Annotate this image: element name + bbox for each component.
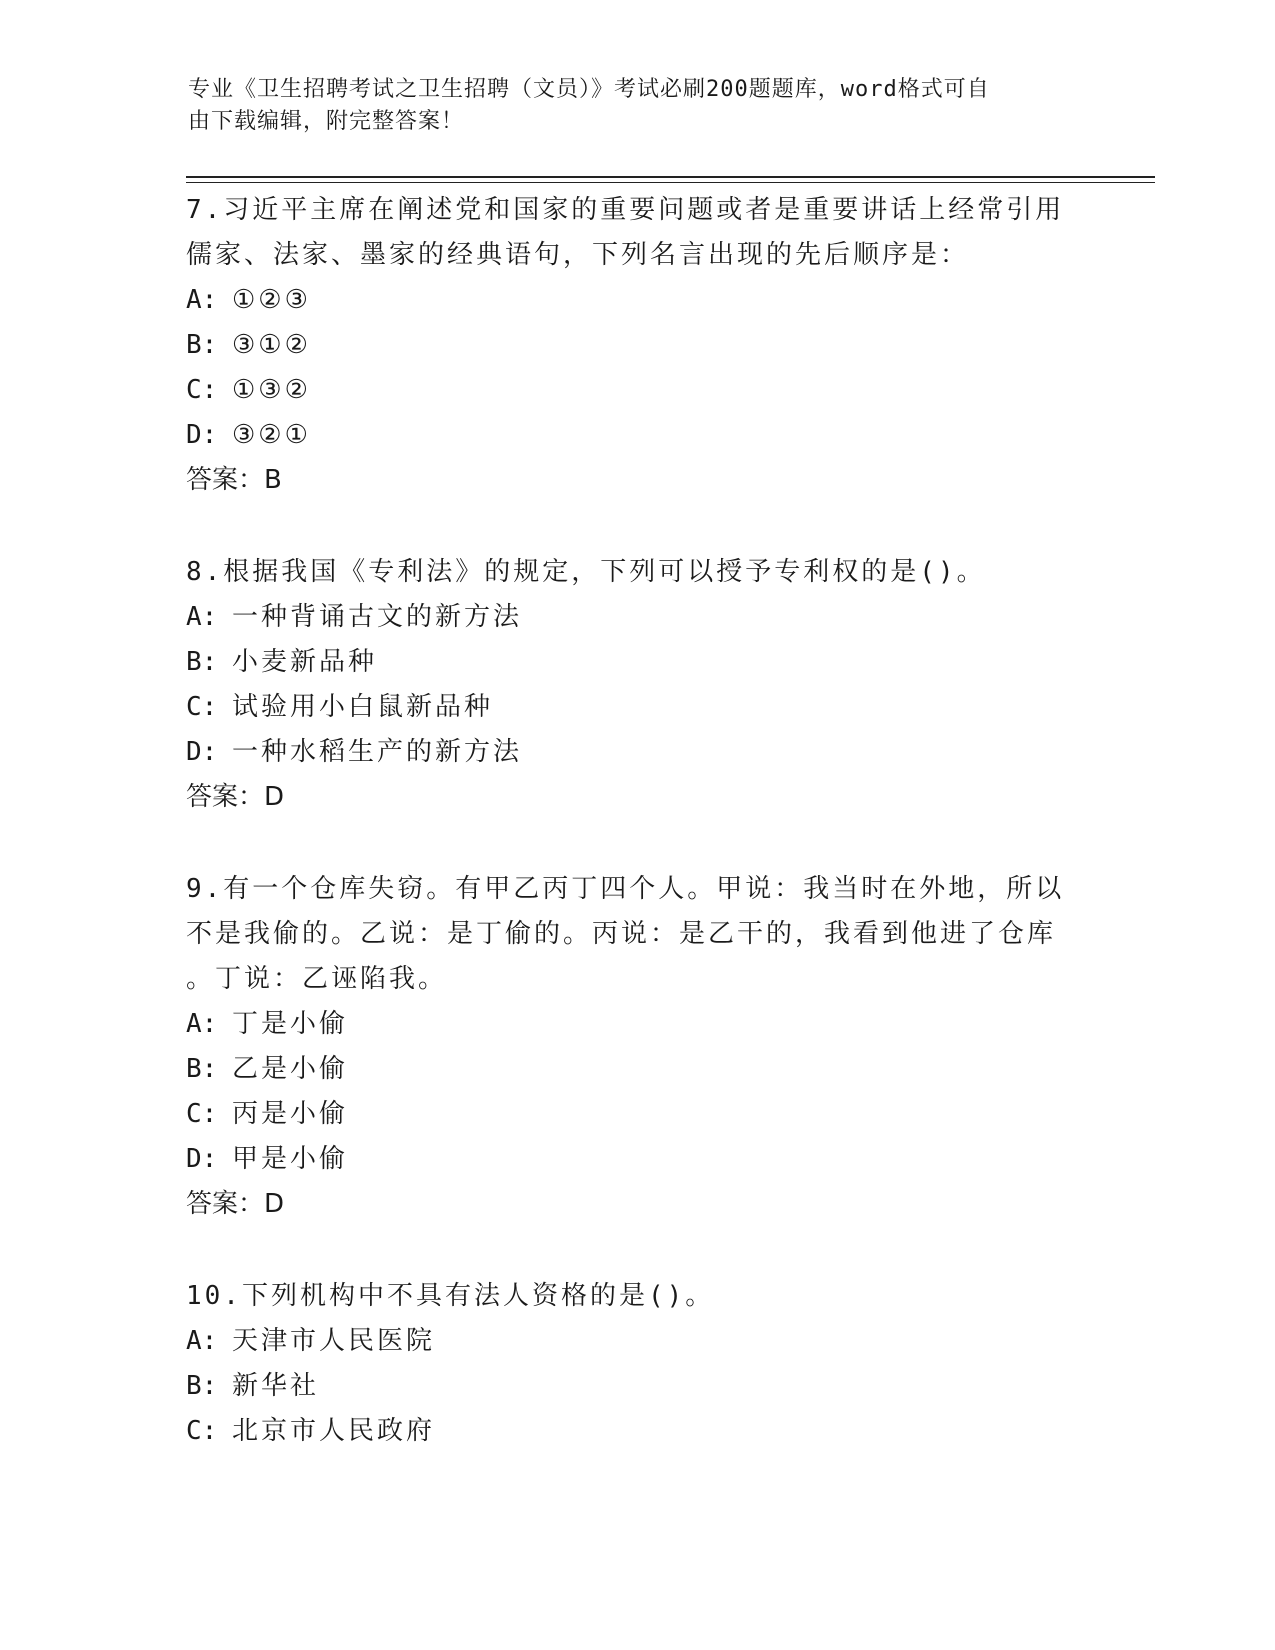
option-letter: B: xyxy=(186,647,218,677)
option-letter: C: xyxy=(186,375,218,405)
option-text: ③②① xyxy=(232,420,311,450)
header-line-2: 由下载编辑，附完整答案！ xyxy=(188,109,465,134)
answer-option xyxy=(186,413,1066,458)
option-text: ③①② xyxy=(232,330,311,360)
answer-option xyxy=(186,368,1066,413)
option-letter: D: xyxy=(186,737,218,767)
answer-option xyxy=(186,323,1066,368)
option-letter: C: xyxy=(186,1099,218,1129)
question-stem-line: 不是我偷的。乙说：是丁偷的。丙说：是乙干的，我看到他进了仓库 xyxy=(186,919,1057,949)
question-block xyxy=(186,867,1066,1227)
option-text: 天津市人民医院 xyxy=(232,1326,436,1356)
answer-option xyxy=(186,1047,1066,1092)
question-stem-line: 7.习近平主席在阐述党和国家的重要问题或者是重要讲话上经常引用 xyxy=(186,195,1065,225)
question-stem-line: 8.根据我国《专利法》的规定，下列可以授予专利权的是()。 xyxy=(186,557,986,587)
option-text: 乙是小偷 xyxy=(232,1054,349,1084)
option-letter: A: xyxy=(186,1326,218,1356)
question-stem-line: 10.下列机构中不具有法人资格的是()。 xyxy=(186,1281,715,1311)
question-stem-line: 儒家、法家、墨家的经典语句，下列名言出现的先后顺序是： xyxy=(186,240,970,270)
question-stem-line: 9.有一个仓库失窃。有甲乙丙丁四个人。甲说：我当时在外地，所以 xyxy=(186,874,1065,904)
question-list xyxy=(186,188,1066,1501)
question-stem-line: 。丁说：乙诬陷我。 xyxy=(186,964,448,994)
header-divider-thin xyxy=(186,182,1155,183)
answer-option xyxy=(186,1364,1066,1409)
header-line-1: 专业《卫生招聘考试之卫生招聘（文员）》考试必刷200题题库，word格式可自 xyxy=(188,77,990,102)
option-letter: A: xyxy=(186,285,218,315)
option-text: 一种水稻生产的新方法 xyxy=(232,737,523,767)
option-letter: D: xyxy=(186,1144,218,1174)
answer-option xyxy=(186,595,1066,640)
option-letter: B: xyxy=(186,1054,218,1084)
option-text: 甲是小偷 xyxy=(232,1144,349,1174)
option-text: ①②③ xyxy=(232,285,311,315)
option-text: 一种背诵古文的新方法 xyxy=(232,602,523,632)
option-letter: C: xyxy=(186,1416,218,1446)
answer-option xyxy=(186,1319,1066,1364)
option-text: 北京市人民政府 xyxy=(232,1416,436,1446)
answer-option xyxy=(186,685,1066,730)
answer-option xyxy=(186,1002,1066,1047)
option-text: 新华社 xyxy=(232,1371,320,1401)
answer-option xyxy=(186,640,1066,685)
option-letter: A: xyxy=(186,1009,218,1039)
question-block xyxy=(186,550,1066,820)
question-block xyxy=(186,188,1066,503)
option-letter: C: xyxy=(186,692,218,722)
answer-option xyxy=(186,278,1066,323)
option-letter: D: xyxy=(186,420,218,450)
question-block xyxy=(186,1274,1066,1454)
document-header xyxy=(188,74,1068,138)
option-text: ①③② xyxy=(232,375,311,405)
header-divider-thick xyxy=(186,176,1155,178)
answer-key: 答案：B xyxy=(186,465,282,495)
option-text: 试验用小白鼠新品种 xyxy=(232,692,494,722)
option-letter: B: xyxy=(186,330,218,360)
option-text: 丁是小偷 xyxy=(232,1009,349,1039)
answer-option xyxy=(186,730,1066,775)
answer-key: 答案：D xyxy=(186,782,285,812)
answer-option xyxy=(186,1092,1066,1137)
option-text: 小麦新品种 xyxy=(232,647,378,677)
option-letter: A: xyxy=(186,602,218,632)
option-text: 丙是小偷 xyxy=(232,1099,349,1129)
answer-key: 答案：D xyxy=(186,1189,285,1219)
answer-option xyxy=(186,1409,1066,1454)
answer-option xyxy=(186,1137,1066,1182)
option-letter: B: xyxy=(186,1371,218,1401)
